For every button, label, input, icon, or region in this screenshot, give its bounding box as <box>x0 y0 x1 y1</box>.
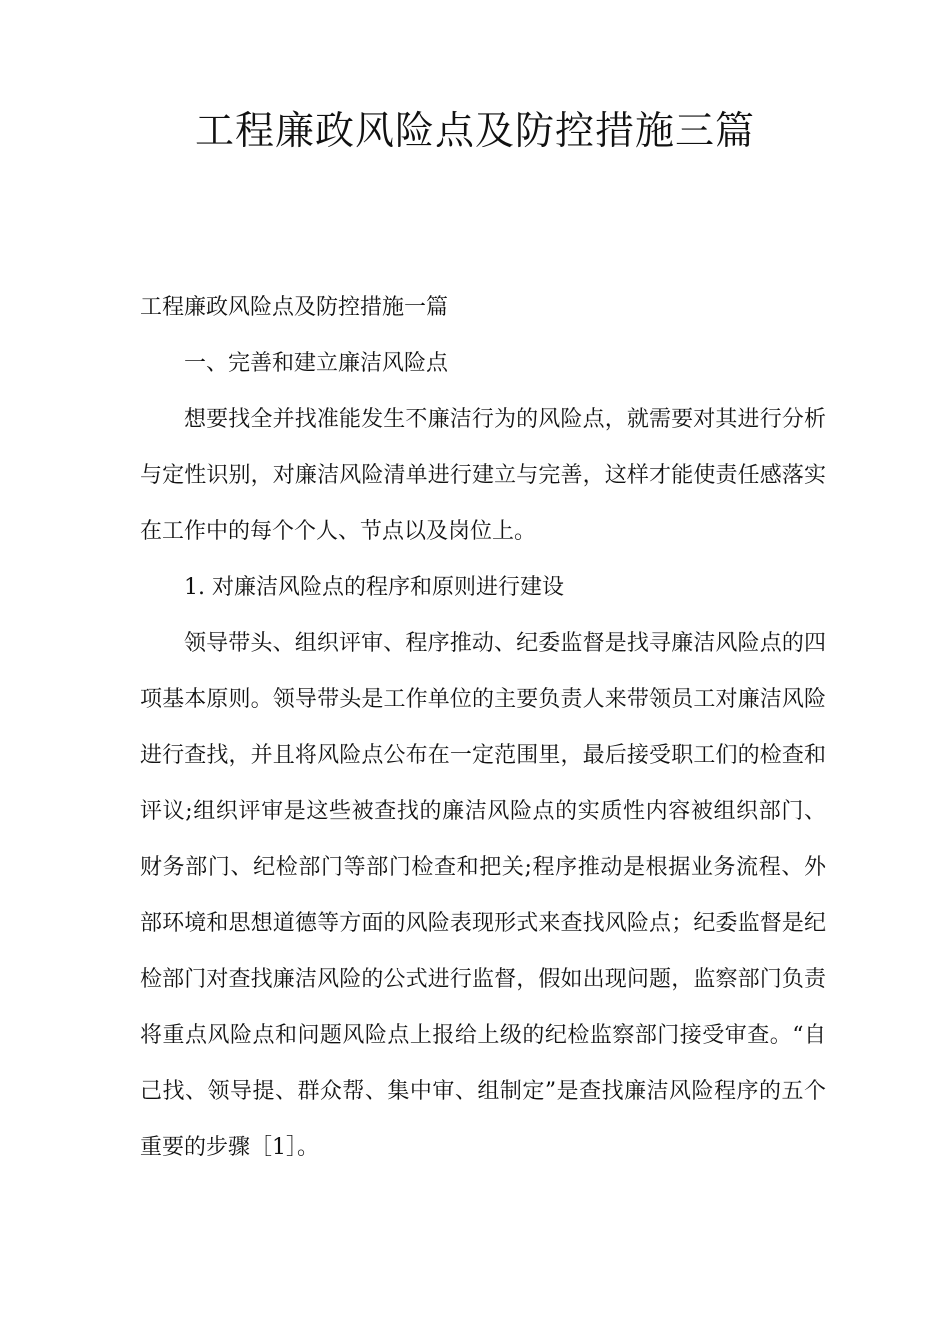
document-body <box>140 280 826 1176</box>
document-title: 工程廉政风险点及防控措施三篇 <box>194 109 755 154</box>
paragraph: 领导带头、组织评审、程序推动、纪委监督是找寻廉洁风险点的四项基本原则。领导带头是工作单位的主要负责人来带领员工对廉洁风险进行查找，并且将风险点公布在一定范围里，最后接受职工们的检查和评议;组织评审是这些被查找的廉洁风险点的实质性内容被组织部门、财务部门、纪检部门等部门检查和把关;程序推动是根据业务流程、外部环境和思想道德等方面的风险表现形式来查找风险点；纪委监督是纪检部门对查找廉洁风险的公式进行监督，假如出现问题，监察部门负责将重点风险点和问题风险点上报给上级的纪检监察部门接受审查。“自己找、领导提、群众帮、集中审、组制定”是查找廉洁风险程序的五个重要的步骤［1］。 <box>140 631 826 1160</box>
section-heading: 一、完善和建立廉洁风险点 <box>184 351 449 376</box>
subsection-heading: 1. 对廉洁风险点的程序和原则进行建设 <box>184 575 564 600</box>
part-title: 工程廉政风险点及防控措施一篇 <box>140 295 449 320</box>
paragraph: 想要找全并找准能发生不廉洁行为的风险点，就需要对其进行分析与定性识别，对廉洁风险清单进行建立与完善，这样才能使责任感落实在工作中的每个个人、节点以及岗位上。 <box>140 407 826 544</box>
